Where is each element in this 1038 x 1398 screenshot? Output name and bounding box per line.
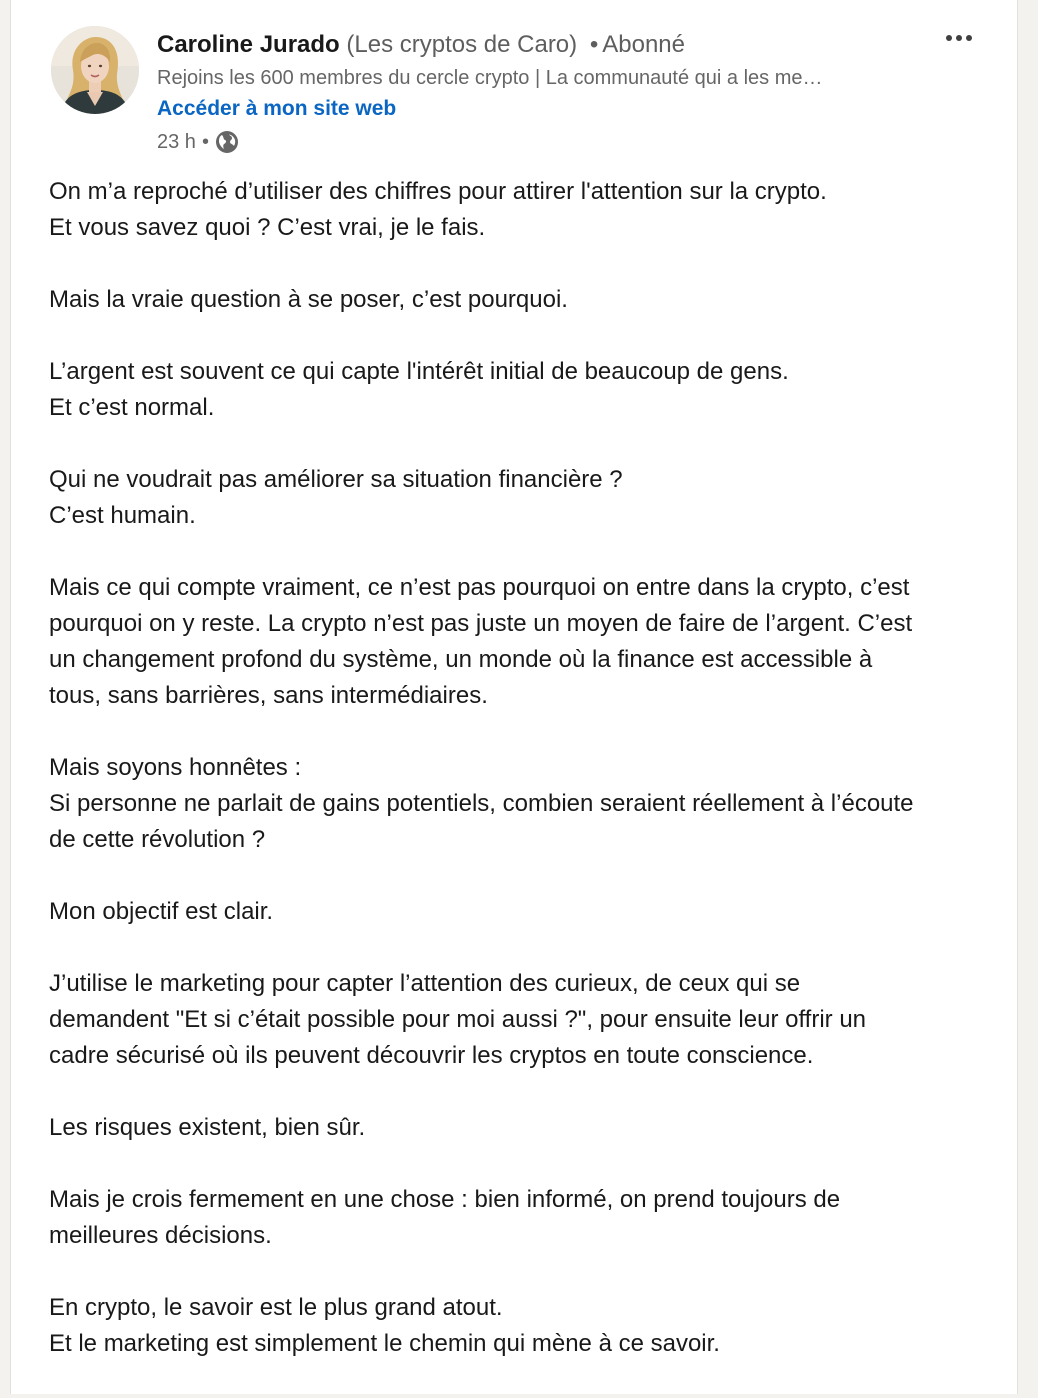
post-line: Qui ne voudrait pas améliorer sa situation financière ?: [49, 466, 623, 493]
post-line: un changement profond du système, un monde où la finance est accessible à: [49, 646, 873, 673]
post-line: Mais soyons honnêtes :: [49, 754, 302, 781]
post-line: L’argent est souvent ce qui capte l'intérêt initial de beaucoup de gens.: [49, 358, 789, 385]
post-line: Si personne ne parlait de gains potentiels, combien seraient réellement à l’écoute: [49, 790, 914, 817]
author-name[interactable]: Caroline Jurado: [157, 31, 340, 58]
author-separator: •: [589, 31, 599, 58]
meta-separator: •: [201, 131, 209, 153]
post-line: J’utilise le marketing pour capter l’attention des curieux, de ceux qui se: [49, 970, 801, 997]
author-org: (Les cryptos de Caro): [346, 31, 578, 58]
post-paragraph: [49, 894, 999, 930]
post-paragraph: [49, 282, 999, 318]
post-paragraph: [49, 174, 999, 246]
author-avatar[interactable]: [51, 26, 139, 114]
post-line: cadre sécurisé où ils peuvent découvrir les cryptos en toute conscience.: [49, 1042, 814, 1069]
post-paragraph: [49, 1182, 999, 1254]
post-paragraph: [49, 354, 999, 426]
post-line: de cette révolution ?: [49, 826, 266, 853]
post-meta: [157, 127, 947, 157]
website-link[interactable]: Accéder à mon site web: [157, 97, 397, 120]
post-paragraph: [49, 570, 999, 714]
post-paragraph: [49, 750, 999, 858]
follow-status: Abonné: [602, 31, 685, 58]
post-card: [10, 0, 1018, 1394]
post-line: Et le marketing est simplement le chemin qui mène à ce savoir.: [49, 1330, 720, 1357]
post-line: meilleures décisions.: [49, 1222, 272, 1249]
avatar-photo-icon: [51, 26, 139, 114]
post-line: tous, sans barrières, sans intermédiaires.: [49, 682, 488, 709]
post-line: demandent "Et si c’était possible pour moi aussi ?", pour ensuite leur offrir un: [49, 1006, 867, 1033]
post-line: Et c’est normal.: [49, 394, 215, 421]
post-line: Mon objectif est clair.: [49, 898, 274, 925]
author-headline: Rejoins les 600 membres du cercle crypto | La communauté qui a les me…: [157, 67, 823, 89]
post-line: Et vous savez quoi ? C’est vrai, je le fais.: [49, 214, 486, 241]
post-line: pourquoi on y reste. La crypto n’est pas juste un moyen de faire de l’argent. C’est: [49, 610, 913, 637]
post-line: Les risques existent, bien sûr.: [49, 1114, 366, 1141]
post-body: [49, 174, 999, 1398]
post-time: 23 h: [157, 131, 196, 153]
post-line: Mais je crois fermement en une chose : bien informé, on prend toujours de: [49, 1186, 841, 1213]
globe-icon: [215, 130, 239, 154]
post-paragraph: [49, 462, 999, 534]
ellipsis-icon: [945, 34, 973, 42]
more-options-button[interactable]: [937, 22, 981, 54]
post-header: [157, 28, 947, 157]
post-line: C’est humain.: [49, 502, 196, 529]
post-line: Mais ce qui compte vraiment, ce n’est pas pourquoi on entre dans la crypto, c’est: [49, 574, 910, 601]
author-line: [157, 28, 947, 62]
post-line: En crypto, le savoir est le plus grand atout.: [49, 1294, 503, 1321]
post-line: Mais la vraie question à se poser, c’est pourquoi.: [49, 286, 568, 313]
post-paragraph: [49, 1290, 999, 1362]
post-line: On m’a reproché d’utiliser des chiffres pour attirer l'attention sur la crypto.: [49, 178, 827, 205]
post-paragraph: [49, 1110, 999, 1146]
post-paragraph: [49, 966, 999, 1074]
